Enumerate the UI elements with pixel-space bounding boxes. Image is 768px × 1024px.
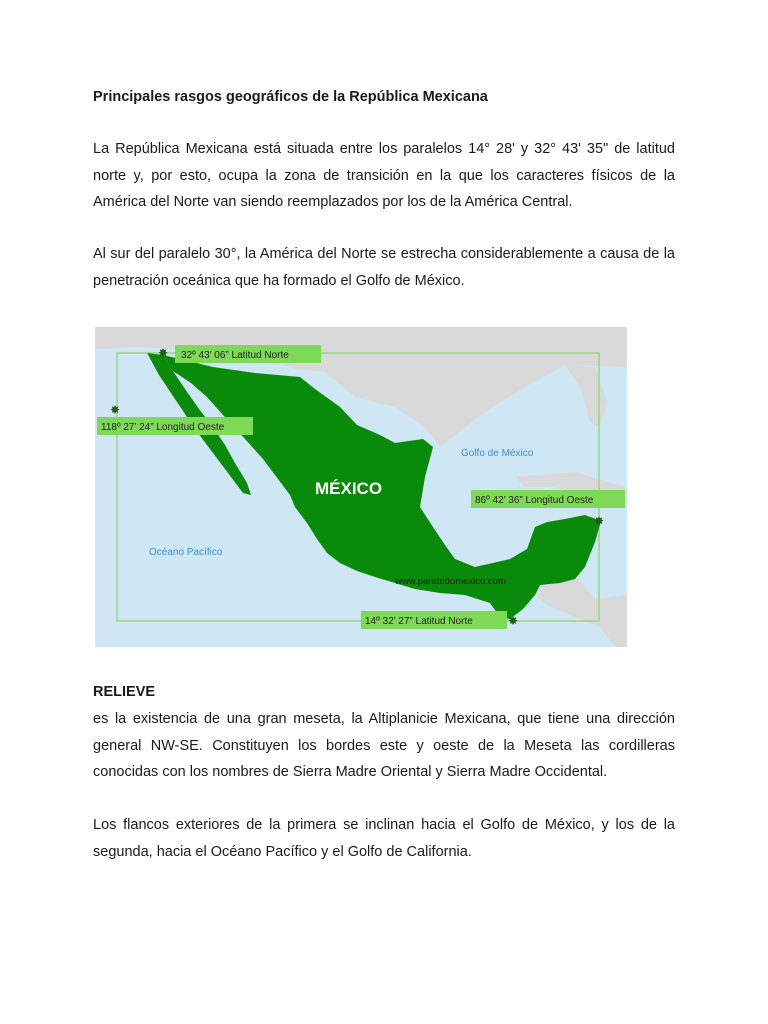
paragraph-narrowing: Al sur del paralelo 30°, la América del Norte se estrecha considerablemente a causa de la penetración oceánica que ha formado el Golfo de México. [93,246,675,289]
ocean-label: Océano Pacífico [149,547,223,558]
west-longitude-label: 118º 27’ 24” Longitud Oeste [101,422,225,433]
paragraph-location: La República Mexicana está situada entre los paralelos 14° 28' y 32° 43' 35" de latitud norte y, por esto, ocupa la zona de transición en la que los caracteres físicos de la América del Norte van siendo reemplazados por los de la América Central. [93,141,675,210]
north-latitude-label: 32º 43’ 06” Latitud Norte [181,350,289,361]
website-label: www.paratodomexico.com [395,576,506,587]
east-point-star-icon: ✸ [593,514,605,528]
relieve-paragraph-flancos: Los flancos exteriores de la primera se inclinan hacia el Golfo de México, y los de la segunda, hacia el Océano Pacífico y el Golfo de California. [93,817,675,860]
north-point-star-icon: ✸ [157,346,169,360]
west-point-star-icon: ✸ [109,403,121,417]
mexico-map-graphic [95,327,627,647]
south-point-star-icon: ✸ [507,614,519,628]
mexico-map [95,327,627,647]
east-longitude-label: 86º 42’ 36” Longitud Oeste [475,495,594,506]
south-latitude-label: 14º 32’ 27” Latitud Norte [365,616,473,627]
gulf-label: Golfo de México [461,448,534,459]
country-label: MÉXICO [315,479,383,498]
relieve-paragraph-meseta: es la existencia de una gran meseta, la Altiplanicie Mexicana, que tiene una dirección general NW-SE. Constituyen los bordes este y oeste de la Meseta las cordilleras conocidas con los nombres de Sierra Madre Oriental y Sierra Madre Occidental. [93,711,675,780]
relieve-heading: RELIEVE [93,684,156,700]
document-title: Principales rasgos geográficos de la República Mexicana [93,89,488,105]
